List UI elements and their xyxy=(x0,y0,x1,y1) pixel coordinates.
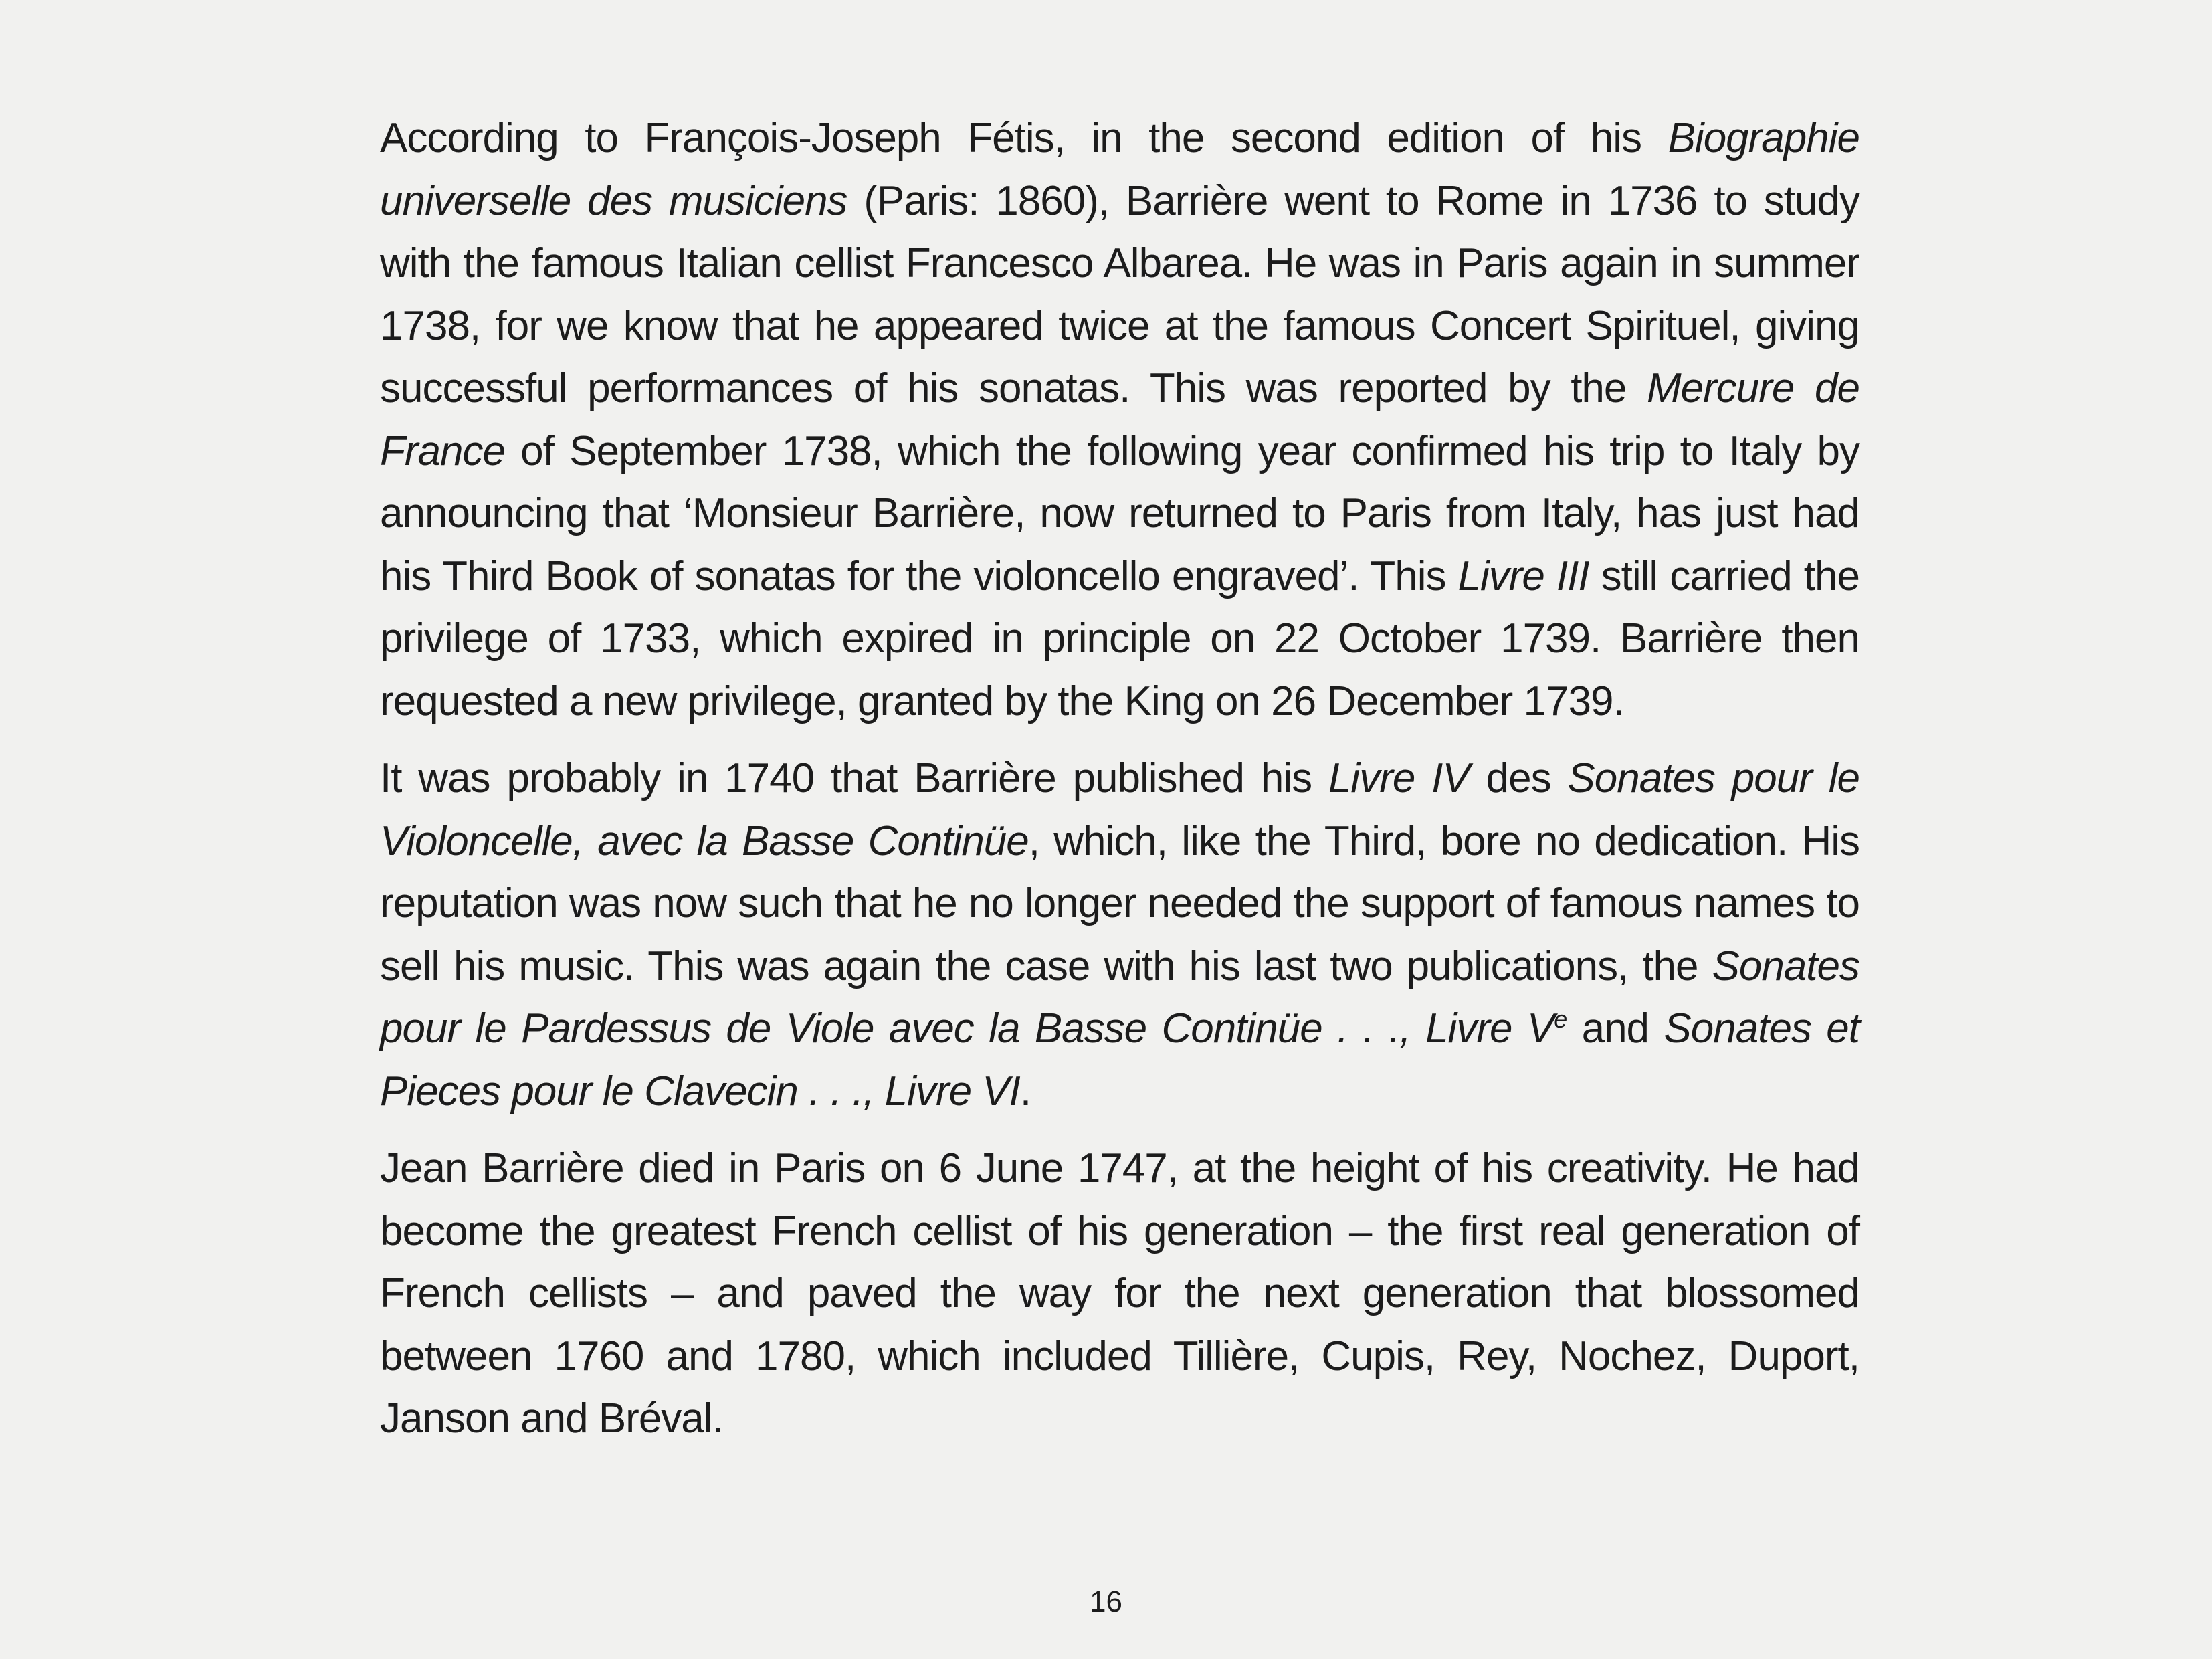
body-text xyxy=(380,107,1859,1465)
text-run-italic: Livre III xyxy=(1457,553,1589,599)
page-number: 16 xyxy=(1090,1585,1122,1618)
text-run: of September 1738, which the following year confirmed his trip to Italy by announcing that ‘Monsieur Barrière, now returned to Paris from Italy, has just had his Third Book of sonatas for the violoncello engraved’. This xyxy=(380,427,1859,599)
text-run-italic: Biographie universelle des musiciens xyxy=(380,115,1859,224)
text-run-italic: Livre IV xyxy=(1328,755,1470,801)
text-run-italic: Sonates et Pieces pour le Clavecin . . ., Livre VI xyxy=(380,1005,1860,1114)
text-run: still carried the privilege of 1733, which expired in principle on 22 October 1739. Barrière then requested a new privilege, granted by the King on 26 December 1739. xyxy=(380,553,1859,724)
text-run-italic: Sonates pour le Pardessus de Viole avec la Basse Continüe . . ., Livre V xyxy=(380,943,1859,1052)
text-run: According to François-Joseph Fétis, in the second edition of his xyxy=(380,115,1668,161)
superscript: e xyxy=(1554,1005,1567,1033)
text-run: (Paris: 1860), Barrière went to Rome in 1736 to study with the famous Italian cellist Francesco Albarea. He was in Paris again in summer 1738, for we know that he appeared twice at the famous Concert Spirituel, giving successful performances of his sonatas. This was reported by the xyxy=(380,177,1859,411)
text-run: It was probably in 1740 that Barrière published his xyxy=(380,755,1328,801)
paragraph-2 xyxy=(380,747,1859,1123)
paragraph-1 xyxy=(380,107,1859,733)
text-run-italic: Mercure de France xyxy=(380,365,1859,474)
text-run: . xyxy=(1019,1068,1031,1114)
text-run-italic: Sonates pour le Violoncelle, avec la Basse Continüe xyxy=(380,755,1859,864)
text-run: des xyxy=(1469,755,1568,801)
paragraph-3 xyxy=(380,1137,1859,1450)
text-run: and xyxy=(1567,1005,1664,1052)
text-run: , which, like the Third, bore no dedication. His reputation was now such that he no longer needed the support of famous names to sell his music. This was again the case with his last two publications, the xyxy=(380,817,1859,989)
text-run: Jean Barrière died in Paris on 6 June 1747, at the height of his creativity. He had become the greatest French cellist of his generation – the first real generation of French cellists – and paved the way for the next generation that blossomed between 1760 and 1780, which included Tillière, Cupis, Rey, Nochez, Duport, Janson and Bréval. xyxy=(380,1145,1859,1442)
